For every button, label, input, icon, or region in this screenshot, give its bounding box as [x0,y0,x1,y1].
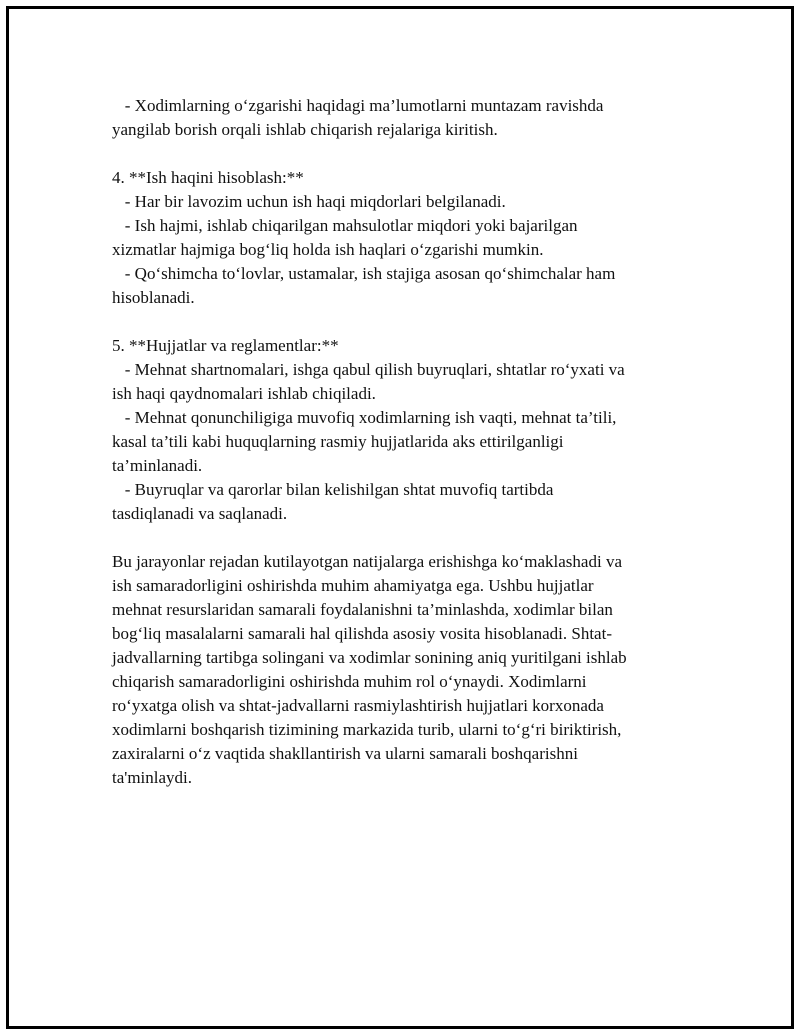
document-text [112,94,692,790]
text-line: xizmatlar hajmiga bog‘liq holda ish haqlari o‘zgarishi mumkin. [112,240,544,259]
text-line: ta’minlanadi. [112,456,203,475]
paragraph-line: mehnat resurslaridan samarali foydalanishni ta’minlashda, xodimlar bilan [112,600,613,619]
section-heading: 4. **Ish haqini hisoblash:** [112,168,304,187]
text-line: - Mehnat shartnomalari, ishga qabul qilish buyruqlari, shtatlar ro‘yxati va [112,360,625,379]
text-line: - Buyruqlar va qarorlar bilan kelishilgan shtat muvofiq tartibda [112,480,554,499]
text-line: - Har bir lavozim uchun ish haqi miqdorlari belgilanadi. [112,192,506,211]
paragraph-line: bog‘liq masalalarni samarali hal qilishda asosiy vosita hisoblanadi. Shtat- [112,624,612,643]
text-line: - Qo‘shimcha to‘lovlar, ustamalar, ish stajiga asosan qo‘shimchalar ham [112,264,616,283]
text-line: - Ish hajmi, ishlab chiqarilgan mahsulotlar miqdori yoki bajarilgan [112,216,578,235]
paragraph-line: zaxiralarni o‘z vaqtida shakllantirish va ularni samarali boshqarishni [112,744,578,763]
text-line: yangilab borish orqali ishlab chiqarish rejalariga kiritish. [112,120,498,139]
paragraph-line: ro‘yxatga olish va shtat-jadvallarni rasmiylashtirish hujjatlari korxonada [112,696,604,715]
blank-line [112,526,692,550]
text-line: hisoblanadi. [112,288,195,307]
paragraph-line: jadvallarning tartibga solingani va xodimlar sonining aniq yuritilgani ishlab [112,648,627,667]
paragraph-line: xodimlarni boshqarish tizimining markazida turib, ularni to‘g‘ri biriktirish, [112,720,622,739]
text-line: kasal ta’tili kabi huquqlarning rasmiy hujjatlarida aks ettirilganligi [112,432,564,451]
text-line: ish haqi qaydnomalari ishlab chiqiladi. [112,384,376,403]
blank-line [112,142,692,166]
blank-line [112,310,692,334]
paragraph-line: chiqarish samaradorligini oshirishda muhim rol o‘ynaydi. Xodimlarni [112,672,587,691]
text-line: - Mehnat qonunchiligiga muvofiq xodimlarning ish vaqti, mehnat ta’tili, [112,408,617,427]
text-line: - Xodimlarning o‘zgarishi haqidagi ma’lumotlarni muntazam ravishda [112,96,604,115]
paragraph-line: ta'minlaydi. [112,768,193,787]
section-heading: 5. **Hujjatlar va reglamentlar:** [112,336,339,355]
text-line: tasdiqlanadi va saqlanadi. [112,504,288,523]
paragraph-line: ish samaradorligini oshirishda muhim ahamiyatga ega. Ushbu hujjatlar [112,576,594,595]
paragraph-line: Bu jarayonlar rejadan kutilayotgan natijalarga erishishga ko‘maklashadi va [112,552,622,571]
